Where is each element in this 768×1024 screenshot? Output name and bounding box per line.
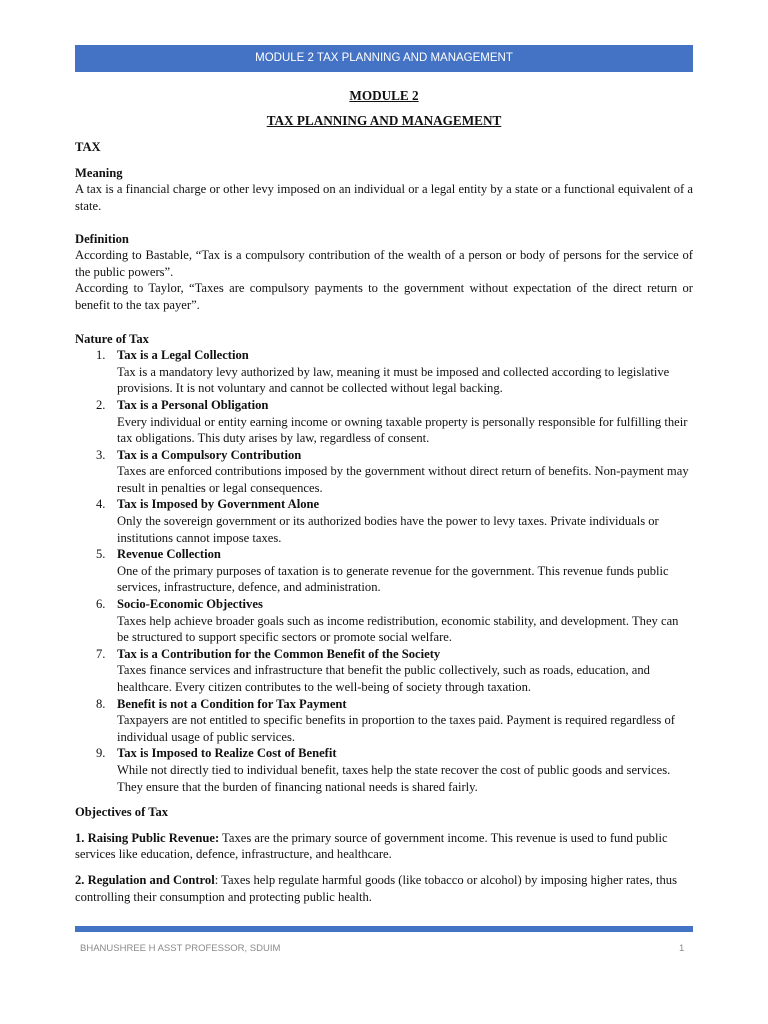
list-item-text: Taxes are enforced contributions imposed by the government without direct return of benefits. Non-payment may result in penalties or legal consequences. [117, 464, 689, 495]
definition-text-bastable: According to Bastable, “Tax is a compulsory contribution of the wealth of a person or body of persons for the service of the public powers”. [75, 248, 693, 279]
list-item [75, 347, 693, 397]
list-item [75, 696, 693, 746]
list-item-title: Revenue Collection [117, 547, 221, 562]
objective-lead: 2. Regulation and Control [75, 872, 215, 887]
list-item-text: Every individual or entity earning income or owning taxable property is personally responsible for fulfilling their tax obligations. This duty arises by law, regardless of consent. [117, 414, 688, 446]
list-item-title: Tax is a Legal Collection [117, 348, 249, 363]
list-item [75, 496, 693, 546]
header-text: MODULE 2 TAX PLANNING AND MANAGEMENT [255, 52, 513, 64]
meaning-heading: Meaning [75, 165, 123, 180]
list-item-text: Taxpayers are not entitled to specific benefits in proportion to the taxes paid. Payment is required regardless of individual usage of public services. [117, 713, 675, 744]
definition-text-taylor: According to Taylor, “Taxes are compulsory payments to the government without expectation of the direct return or benefit to the tax payer”. [75, 281, 693, 312]
list-item-title: Socio-Economic Objectives [117, 597, 263, 612]
document-body [75, 84, 693, 905]
list-item-text: Tax is a mandatory levy authorized by law, meaning it must be imposed and collected according to legislative provisions. It is not voluntary and cannot be collected without legal backing. [117, 364, 670, 396]
page-header-bar [75, 45, 693, 72]
list-item-title: Benefit is not a Condition for Tax Payment [117, 696, 347, 711]
tax-heading: TAX [75, 140, 101, 155]
list-item-title: Tax is a Personal Obligation [117, 397, 269, 412]
list-item [75, 447, 693, 497]
list-number: 2. [96, 397, 106, 412]
list-number: 8. [96, 696, 106, 711]
doc-subtitle: TAX PLANNING AND MANAGEMENT [266, 112, 502, 128]
list-item-title: Tax is a Compulsory Contribution [117, 447, 302, 462]
list-number: 6. [96, 597, 106, 612]
list-item [75, 546, 693, 596]
nature-list [75, 347, 693, 795]
meaning-text: A tax is a financial charge or other levy imposed on an individual or a legal entity by a state or a functional equivalent of a state. [75, 182, 693, 213]
objective-item [75, 872, 693, 905]
objectives-heading: Objectives of Tax [75, 805, 169, 820]
list-item-text: Taxes help achieve broader goals such as income redistribution, economic stability, and development. They can be structured to support specific sectors or promote social welfare. [117, 613, 679, 645]
objective-lead: 1. Raising Public Revenue: [75, 830, 220, 845]
nature-heading: Nature of Tax [75, 331, 149, 346]
list-item [75, 596, 693, 646]
list-number: 5. [96, 547, 106, 562]
doc-title: MODULE 2 [349, 88, 419, 103]
list-item-text: Taxes finance services and infrastructure that benefit the public collectively, such as roads, education, and healthcare. Every citizen contributes to the well-being of society through taxation. [117, 663, 650, 694]
footer-divider [75, 926, 693, 932]
objective-text: : Taxes help regulate harmful goods (like tobacco or alcohol) by imposing higher rates, thus controlling their consumption and protecting public health. [75, 872, 678, 904]
list-number: 1. [96, 348, 106, 363]
list-item [75, 397, 693, 447]
list-number: 4. [96, 497, 106, 512]
list-item-title: Tax is Imposed by Government Alone [117, 497, 320, 512]
list-item-title: Tax is Imposed to Realize Cost of Benefit [117, 746, 337, 761]
page-number: 1 [679, 943, 685, 954]
list-item-text: While not directly tied to individual benefit, taxes help the state recover the cost of public goods and services. They ensure that the burden of financing national needs is shared fairly. [117, 762, 671, 794]
list-item-text: Only the sovereign government or its authorized bodies have the power to levy taxes. Private individuals or institutions cannot impose taxes. [117, 514, 659, 545]
definition-heading: Definition [75, 231, 129, 246]
list-item [75, 745, 693, 795]
footer-author: BHANUSHREE H ASST PROFESSOR, SDUIM [80, 943, 281, 954]
objective-text: Taxes are the primary source of government income. This revenue is used to fund public services like education, defence, infrastructure, and healthcare. [75, 830, 668, 862]
list-item [75, 646, 693, 696]
objective-item [75, 830, 693, 863]
list-number: 9. [96, 746, 106, 761]
list-number: 7. [96, 646, 106, 661]
list-number: 3. [96, 447, 106, 462]
list-item-text: One of the primary purposes of taxation is to generate revenue for the government. This revenue funds public services, infrastructure, defence, and administration. [117, 563, 669, 595]
list-item-title: Tax is a Contribution for the Common Benefit of the Society [117, 646, 441, 661]
